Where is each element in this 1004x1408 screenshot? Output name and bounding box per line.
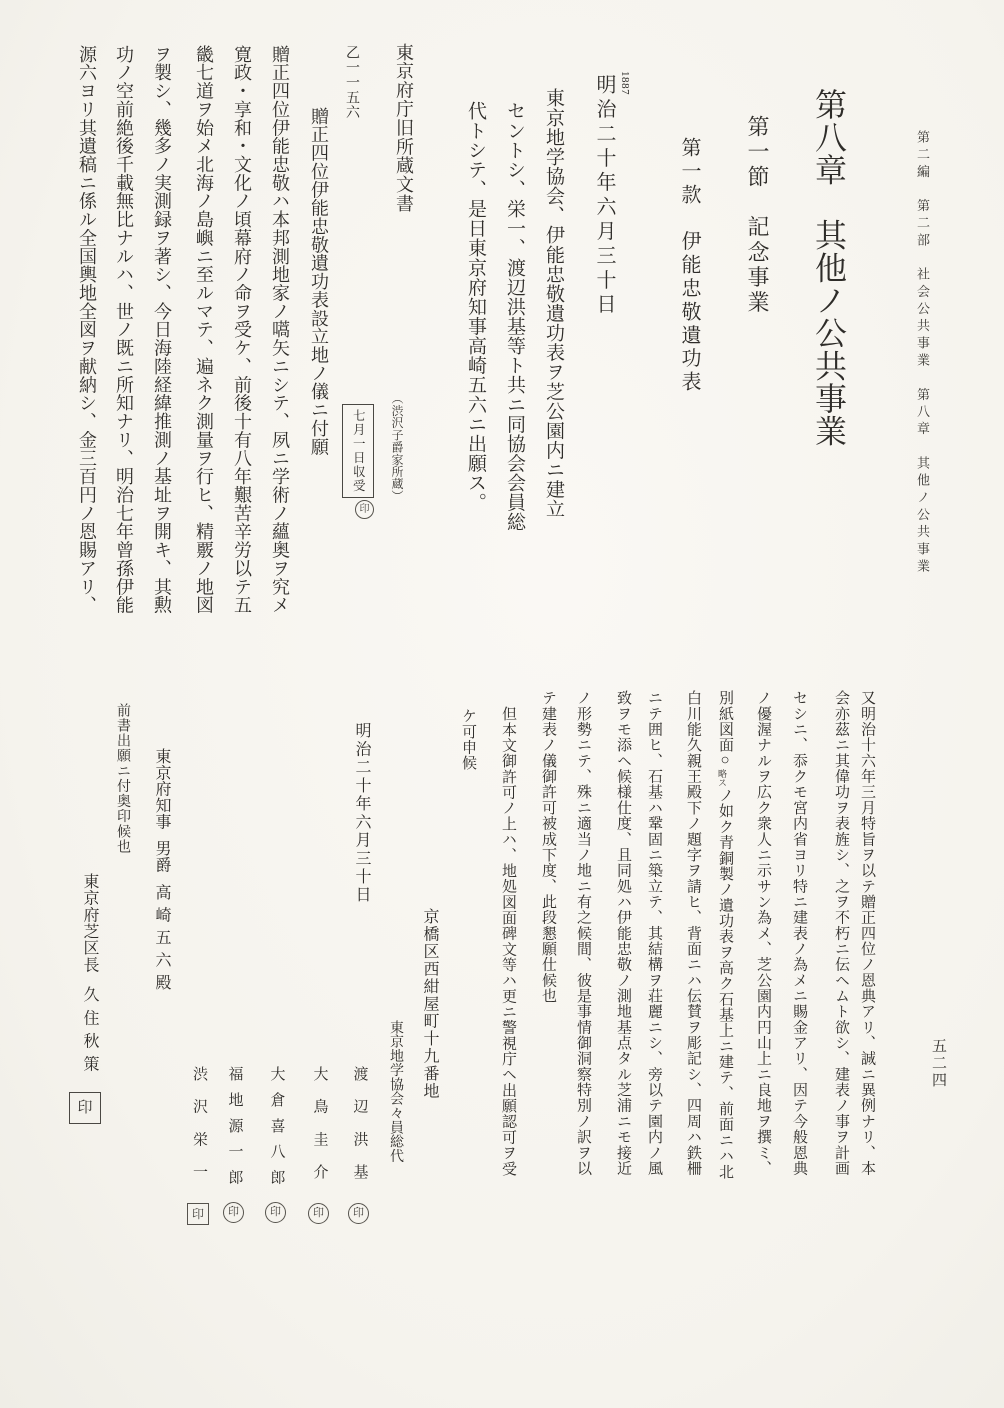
petition-line-with-figure-note (717, 690, 732, 1179)
section-title: 第一節 記念事業 (745, 115, 770, 316)
petition-line: 功ノ空前絶後千載無比ナルハ、世ノ既ニ所知ナリ、明治七年曾孫伊能 (114, 45, 134, 615)
receipt-seal-icon: 印 (355, 500, 374, 519)
page-number: 五二四 (930, 1038, 946, 1089)
petition-line: 贈正四位伊能忠敬ハ本邦測地家ノ嚆矢ニシテ、夙ニ学術ノ蘊奥ヲ究メ (270, 45, 290, 615)
addressee-office: 東京府知事 (153, 748, 170, 830)
petition-line: 寛政・享和・文化ノ頃幕府ノ命ヲ受ケ、前後十有八年艱苦辛労以テ五 (232, 45, 252, 615)
signer-seal-icon: 印 (265, 1202, 286, 1223)
signer-seal-icon: 印 (308, 1203, 329, 1224)
entry-summary-line: セントシ、栄一、渡辺洪基等ト共ニ同協会会員総 (504, 101, 525, 532)
receipt-stamp-text: 七月一日収受 (351, 409, 366, 493)
petition-line: ケ可申候 (460, 708, 476, 771)
endorsement-text: 前書出願ニ付奥印候也 (115, 703, 130, 855)
figure-note-suffix: ノ如ク青銅製ノ遺功表ヲ高ク石基上ニ建テ、前面ニハ北 (717, 787, 733, 1180)
signer-name: 渡辺洪基 (351, 1066, 368, 1197)
source-note: （渋沢子爵家所蔵） (390, 392, 404, 503)
signer-seal-icon: 印 (348, 1203, 369, 1224)
signature-date: 明治二十年六月三十日 (353, 722, 370, 905)
signer-column (225, 1066, 244, 1223)
petition-line: 畿七道ヲ始メ北海ノ島嶼ニ至ルマテ、遍ネク測量ヲ行ヒ、精覈ノ地図 (194, 45, 214, 615)
petition-line: ノ形勢ニテ、殊ニ適当ノ地ニ有之候間、彼是事情御洞察特別ノ訳ヲ以 (575, 690, 591, 1176)
figure-omitted-note: 略ス (717, 769, 727, 788)
endorser-name: 久住秋策 (81, 985, 98, 1079)
signer-column (310, 1066, 329, 1224)
addressee-honorific: 殿 (153, 973, 170, 991)
chapter-title: 第八章 其他ノ公共事業 (811, 88, 847, 448)
document-number: 乙一一五六 (344, 45, 359, 120)
signature-address: 京橋区西紺屋町十九番地 (421, 908, 438, 1100)
entry-summary-line: 代トシテ、是日東京府知事高崎五六ニ出願ス。 (465, 101, 486, 512)
signer-name: 渋沢栄一 (191, 1066, 207, 1197)
signer-name: 大鳥圭介 (311, 1066, 328, 1197)
signature-organization: 東京地学協会々員総代 (388, 1020, 403, 1163)
petition-line: ノ優渥ナルヲ広ク衆人ニ示サン為メ、芝公園内円山上ニ良地ヲ撰ミ、 (755, 690, 771, 1176)
signer-column (267, 1066, 286, 1223)
signer-seal-icon: 印 (187, 1203, 209, 1225)
petition-line: 又明治十六年三月特旨ヲ以テ贈正四位ノ恩典アリ、誠ニ異例ナリ、本 (859, 690, 875, 1176)
signer-name: 大倉喜八郎 (268, 1066, 285, 1195)
signer-column (350, 1066, 369, 1224)
petition-line: ニテ囲ヒ、石基ハ鞏固ニ築立テ、其結構ヲ荘麗ニシ、旁以テ園内ノ風 (646, 690, 662, 1176)
petition-line: セシニ、忝クモ宮内省ヨリ特ニ建表ノ為メニ賜金アリ、因テ今般恩典 (791, 690, 807, 1176)
petition-line: ヲ製シ、幾多ノ実測録ヲ著シ、今日海陸経緯推測ノ基址ヲ開キ、其勲 (152, 45, 172, 615)
signer-seal-icon: 印 (223, 1202, 244, 1223)
petition-line: 致ヲモ添ヘ候様仕度、且同処ハ伊能忠敬ノ測地基点タル芝浦ニモ接近 (615, 690, 631, 1176)
source-title: 東京府庁旧所蔵文書 (394, 43, 414, 214)
entry-date: 明治二十年六月三十日 (593, 74, 615, 318)
petition-line: 但本文御許可ノ上ハ、地処図面碑文等ハ更ニ警視庁ヘ出願認可ヲ受 (500, 706, 516, 1177)
signer-name: 福地源一郎 (226, 1066, 243, 1195)
receipt-stamp-box (342, 404, 374, 498)
petition-line: テ建表ノ儀御許可被成下度、此段懇願仕候也 (540, 690, 556, 1004)
addressee-column (153, 748, 169, 990)
entry-summary-line: 東京地学協会、伊能忠敬遺功表ヲ芝公園内ニ建立 (543, 88, 564, 519)
endorser-seal-icon: 印 (69, 1092, 101, 1124)
petition-title: 贈正四位伊能忠敬遺功表設立地ノ儀ニ付願 (309, 107, 329, 456)
western-year-label: 1887 (619, 71, 631, 96)
addressee-rank: 男爵 (153, 839, 170, 873)
endorser-office: 東京府芝区長 (81, 873, 98, 973)
endorser-column (77, 873, 101, 1124)
signer-column (189, 1066, 209, 1225)
running-head: 第二編 第二部 社会公共事業 第八章 其他ノ公共事業 (915, 130, 930, 577)
figure-note-prefix: 別紙図面○ (717, 690, 733, 770)
addressee-name: 高崎五六 (153, 884, 170, 974)
petition-line: 白川能久親王殿下ノ題字ヲ請ヒ、背面ニハ伝賛ヲ彫記シ、四周ハ鉄柵 (685, 690, 701, 1176)
subsection-title: 第一款 伊能忠敬遺功表 (678, 137, 700, 395)
petition-line: 会亦茲ニ其偉功ヲ表旌シ、之ヲ不朽ニ伝ヘムト欲シ、建表ノ事ヲ計画 (833, 690, 849, 1176)
petition-line: 源六ヨリ其遺稿ニ係ル全国輿地全図ヲ献納シ、金三百円ノ恩賜アリ、 (77, 45, 97, 615)
